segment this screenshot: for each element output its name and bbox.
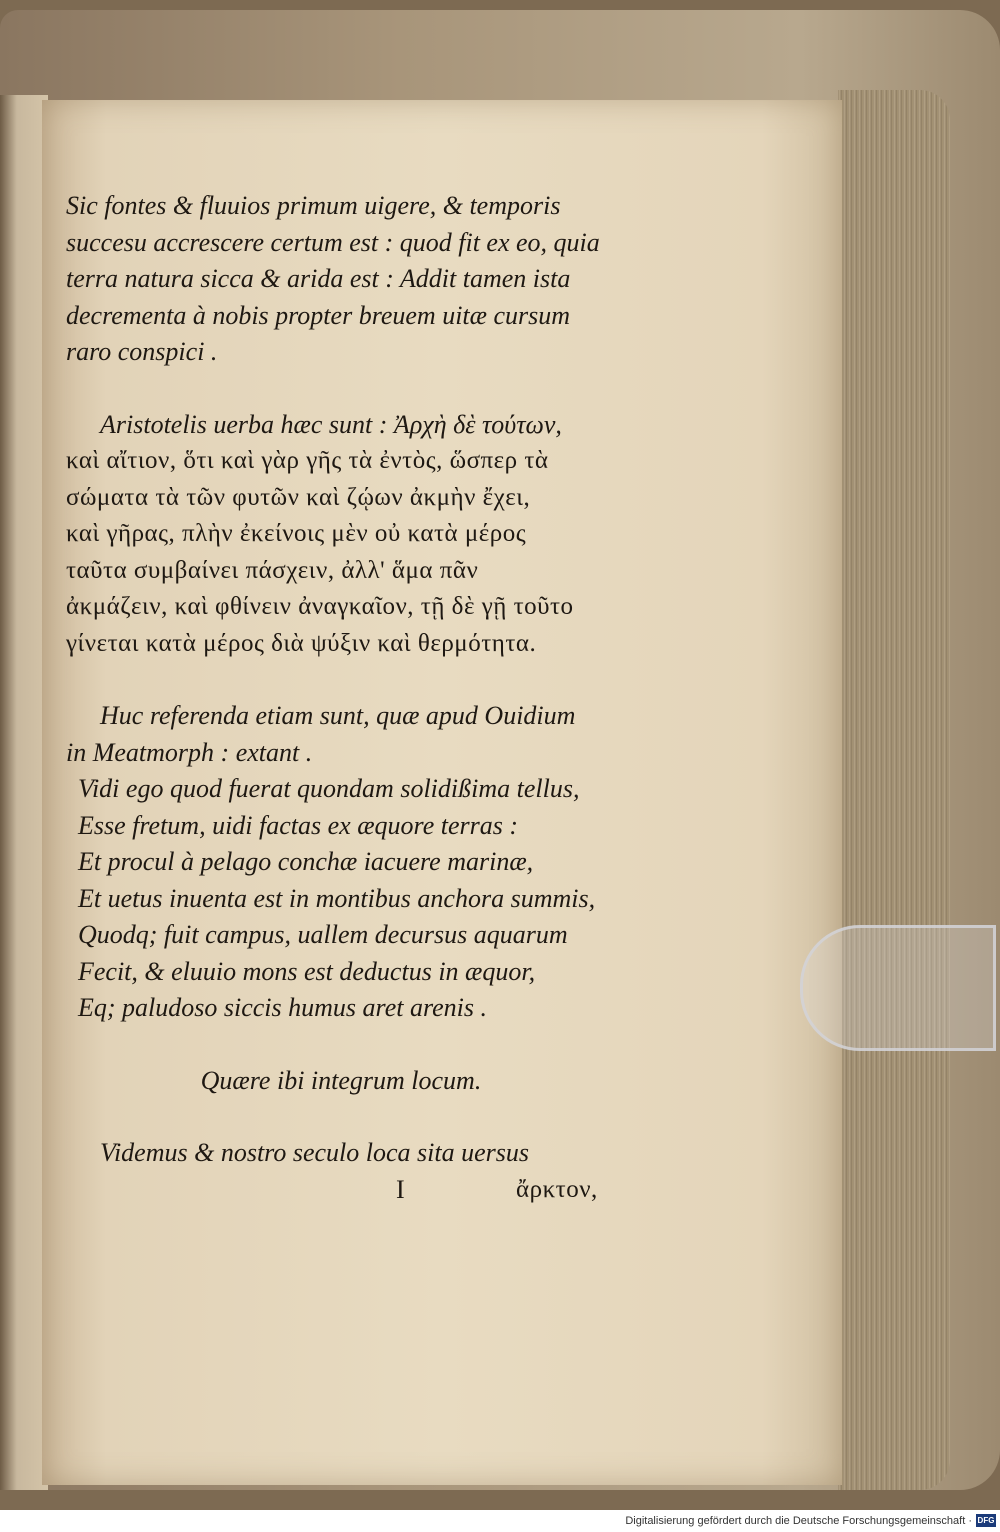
verse-line: Eq; paludoso siccis humus aret arenis .	[78, 993, 487, 1022]
verse-line: Fecit, & eluuio mons est deductus in æquor,	[78, 956, 536, 986]
page-fore-edge	[838, 90, 950, 1490]
ovid-verse	[66, 771, 646, 1027]
paragraph-3	[66, 698, 646, 771]
paragraph-1	[66, 188, 646, 371]
greek-line: ἀκμάζειν, καὶ φθίνειν ἀναγκαῖον, τῇ δὲ γῇ τοῦτο	[66, 593, 574, 620]
page-text	[66, 188, 646, 1208]
greek-line: ταῦτα συμβαίνει πάσχειν, ἀλλ' ἅμα πᾶν	[66, 556, 479, 584]
paragraph-greek-quote	[66, 407, 646, 663]
catchword: ἄρκτον,	[516, 1175, 598, 1203]
signature-mark: I	[396, 1174, 405, 1204]
page-clip	[800, 925, 996, 1051]
text-line: raro conspici .	[66, 337, 218, 366]
verse-line: Vidi ego quod fuerat quondam solidißima tellus,	[78, 774, 580, 803]
greek-line: καὶ αἴτιον, ὅτι καὶ γὰρ γῆς τὰ ἐντὸς, ὥσπερ τὰ	[66, 447, 549, 474]
funding-notice: Digitalisierung gefördert durch die Deutsche Forschungsgemeinschaft ·	[625, 1515, 972, 1527]
dfg-logo-icon: DFG	[977, 1516, 995, 1525]
signature-row	[66, 1172, 646, 1208]
footer-bar	[0, 1510, 1000, 1532]
marginal-note: Quære ibi integrum locum.	[200, 1065, 482, 1095]
verse-line: Esse fretum, uidi factas ex æquore terras :	[78, 810, 519, 840]
text-line: in Meatmorph : extant .	[66, 737, 313, 767]
text-line: succesu accrescere certum est : quod fit ex eo, quia	[66, 227, 600, 257]
text-line: Videmus & nostro seculo loca sita uersus	[100, 1138, 529, 1167]
greek-line: σώματα τὰ τῶν φυτῶν καὶ ζῴων ἀκμὴν ἔχει,	[66, 483, 531, 511]
left-page-edge	[0, 95, 48, 1490]
verse-line: Quodq; fuit campus, uallem decursus aquarum	[78, 920, 568, 949]
verse-line: Et procul à pelago conchæ iacuere marinæ,	[78, 847, 534, 876]
greek-line: καὶ γῆρας, πλὴν ἐκείνοις μὲν οὐ κατὰ μέρος	[66, 520, 527, 547]
text-line: Sic fontes & fluuios primum uigere, & temporis	[66, 191, 561, 220]
text-line: Aristotelis uerba hæc sunt : Ἀρχὴ δὲ τούτων,	[100, 409, 562, 439]
text-line: Huc referenda etiam sunt, quæ apud Ouidium	[100, 701, 576, 730]
text-line: terra natura sicca & arida est : Addit tamen ista	[66, 264, 571, 293]
verse-line: Et uetus inuenta est in montibus anchora summis,	[78, 883, 596, 913]
text-line: decrementa à nobis propter breuem uitæ cursum	[66, 300, 571, 330]
greek-line: γίνεται κατὰ μέρος διὰ ψύξιν καὶ θερμότητα.	[66, 629, 537, 657]
